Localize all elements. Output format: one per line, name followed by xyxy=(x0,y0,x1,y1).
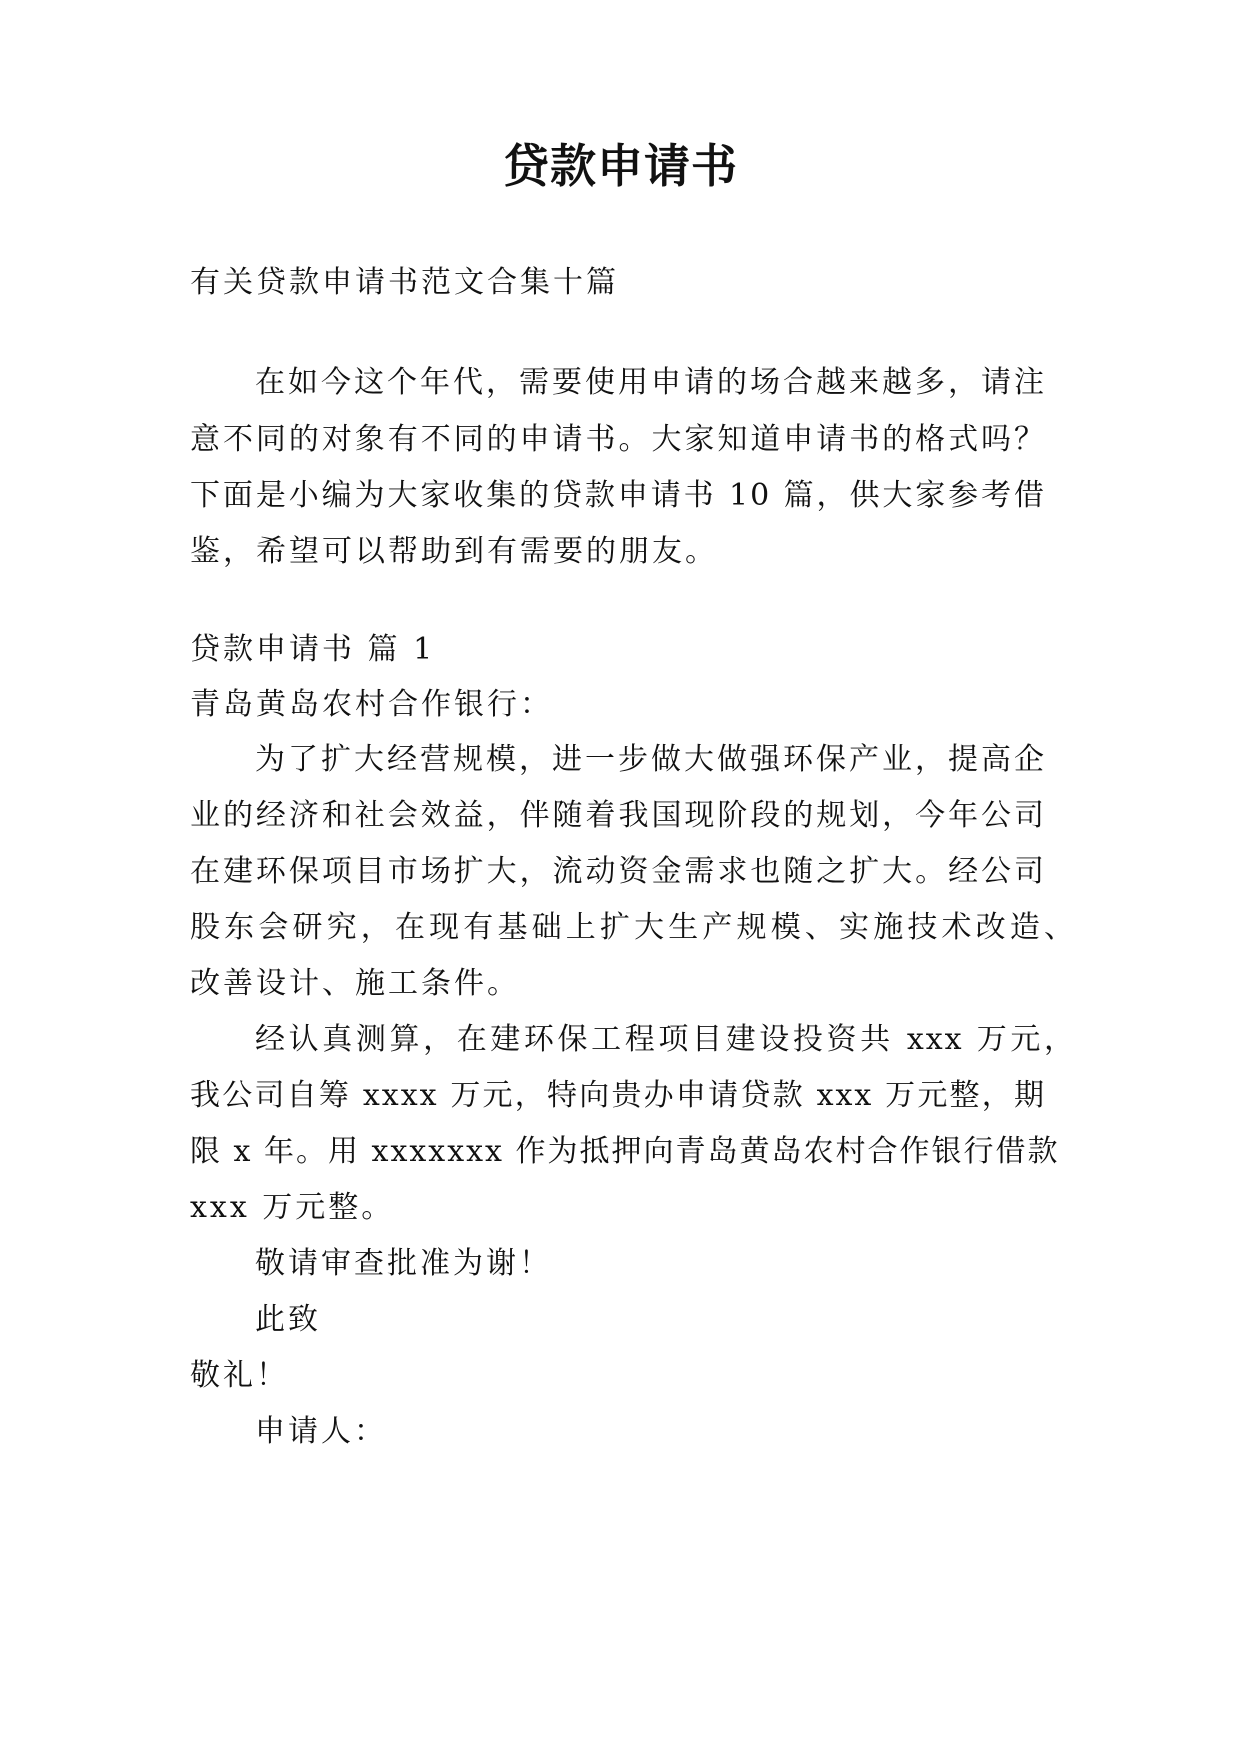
intro-line-2: 意不同的对象有不同的申请书。大家知道申请书的格式吗？ xyxy=(190,422,1046,457)
paragraph1-line-2: 业的经济和社会效益，伴随着我国现阶段的规划，今年公司 xyxy=(190,798,1046,833)
closing-line-1: 此致 xyxy=(255,1302,321,1337)
document-title: 贷款申请书 xyxy=(503,139,738,193)
intro-line-3: 下面是小编为大家收集的贷款申请书 10 篇，供大家参考借 xyxy=(190,478,1046,513)
closing-line-2: 敬礼！ xyxy=(190,1358,289,1393)
section-heading: 贷款申请书 篇 1 xyxy=(190,632,436,667)
paragraph1-line-4: 股东会研究，在现有基础上扩大生产规模、实施技术改造、 xyxy=(190,910,1076,945)
intro-line-4: 鉴，希望可以帮助到有需要的朋友。 xyxy=(190,534,718,569)
intro-line-1: 在如今这个年代，需要使用申请的场合越来越多，请注 xyxy=(255,365,1046,400)
paragraph1-line-3: 在建环保项目市场扩大，流动资金需求也随之扩大。经公司 xyxy=(190,854,1046,889)
paragraph2-line-4: xxx 万元整。 xyxy=(190,1190,395,1225)
paragraph1-line-5: 改善设计、施工条件。 xyxy=(190,966,520,1001)
paragraph2-line-3: 限 x 年。用 xxxxxxx 作为抵押向青岛黄岛农村合作银行借款 xyxy=(190,1134,1060,1169)
addressee: 青岛黄岛农村合作银行： xyxy=(190,687,553,722)
applicant-line: 申请人： xyxy=(255,1414,387,1449)
paragraph1-line-1: 为了扩大经营规模，进一步做大做强环保产业，提高企 xyxy=(255,742,1046,777)
paragraph2-line-2: 我公司自筹 xxxx 万元，特向贵办申请贷款 xxx 万元整，期 xyxy=(190,1078,1046,1113)
request-line: 敬请审查批准为谢！ xyxy=(255,1246,552,1281)
paragraph2-line-1: 经认真测算，在建环保工程项目建设投资共 xxx 万元， xyxy=(255,1022,1076,1057)
document-subtitle: 有关贷款申请书范文合集十篇 xyxy=(190,265,619,300)
